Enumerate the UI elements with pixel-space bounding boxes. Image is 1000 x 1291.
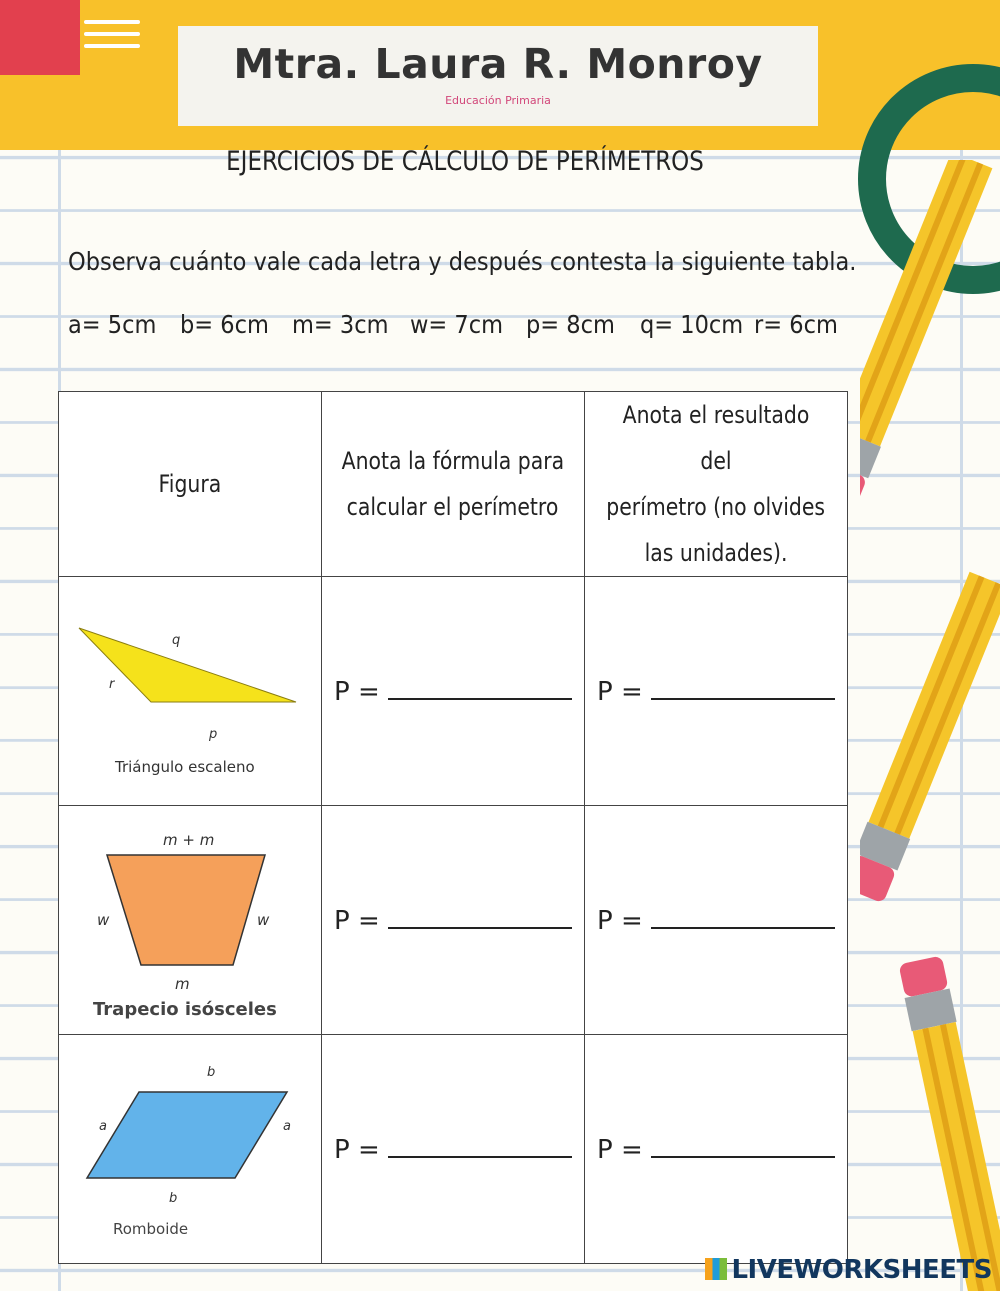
hamburger-menu-icon[interactable]	[84, 20, 140, 56]
result-blank[interactable]	[651, 1134, 835, 1158]
result-blank[interactable]	[651, 905, 835, 929]
formula-answer[interactable]: P =	[322, 806, 585, 1035]
value-w: w= 7cm	[410, 310, 504, 339]
isosceles-trapezoid-figure	[59, 807, 321, 1034]
perimeter-table	[58, 391, 848, 1264]
title-card	[178, 26, 818, 126]
liveworksheets-icon	[705, 1258, 727, 1280]
label-m-plus-m: m + m	[163, 830, 215, 849]
label-b-bottom: b	[169, 1190, 178, 1206]
formula-blank[interactable]	[388, 676, 572, 700]
figure-name: Trapecio isósceles	[93, 998, 277, 1020]
header-subtitle: Educación Primaria	[445, 94, 551, 107]
table-row	[59, 577, 848, 806]
label-r: r	[109, 676, 115, 692]
label-a-left: a	[99, 1118, 107, 1134]
label-p: p	[209, 726, 218, 742]
label-q: q	[172, 632, 181, 648]
label-b-top: b	[207, 1064, 216, 1080]
header-formula: Anota la fórmula para calcular el perímetro	[322, 392, 585, 577]
label-a-right: a	[283, 1118, 291, 1134]
result-blank[interactable]	[651, 676, 835, 700]
table-row	[59, 1035, 848, 1264]
header-result: Anota el resultado del perímetro (no olvides las unidades).	[585, 392, 848, 577]
label-w-left: w	[97, 910, 110, 929]
figure-cell	[59, 577, 322, 806]
header-figura: Figura	[59, 392, 322, 577]
formula-answer[interactable]: P =	[322, 577, 585, 806]
figure-cell	[59, 1035, 322, 1264]
liveworksheets-logo[interactable]: LIVEWORKSHEETS	[705, 1255, 992, 1285]
romboid-figure	[59, 1036, 321, 1263]
result-answer[interactable]: P =	[585, 577, 848, 806]
result-answer[interactable]: P =	[585, 1035, 848, 1264]
formula-blank[interactable]	[388, 1134, 572, 1158]
worksheet-heading: EJERCICIOS DE CÁLCULO DE PERÍMETROS	[226, 146, 704, 177]
figure-cell	[59, 806, 322, 1035]
value-b: b= 6cm	[180, 310, 269, 339]
value-q: q= 10cm	[640, 310, 744, 339]
value-p: p= 8cm	[526, 310, 615, 339]
figure-name: Triángulo escaleno	[115, 757, 255, 776]
formula-blank[interactable]	[388, 905, 572, 929]
instructions: Observa cuánto vale cada letra y después contesta la siguiente tabla.	[68, 247, 857, 276]
figure-name: Romboide	[113, 1219, 189, 1238]
label-w-right: w	[257, 910, 270, 929]
value-r: r= 6cm	[754, 310, 838, 339]
value-a: a= 5cm	[68, 310, 157, 339]
table-header-row	[59, 392, 848, 577]
formula-answer[interactable]: P =	[322, 1035, 585, 1264]
table-row	[59, 806, 848, 1035]
value-m: m= 3cm	[292, 310, 389, 339]
result-answer[interactable]: P =	[585, 806, 848, 1035]
teacher-name: Mtra. Laura R. Monroy	[233, 40, 763, 88]
pencil-decoration	[860, 160, 1000, 1291]
scalene-triangle-figure	[59, 578, 321, 805]
menu-box	[0, 0, 80, 75]
label-m: m	[175, 974, 190, 993]
